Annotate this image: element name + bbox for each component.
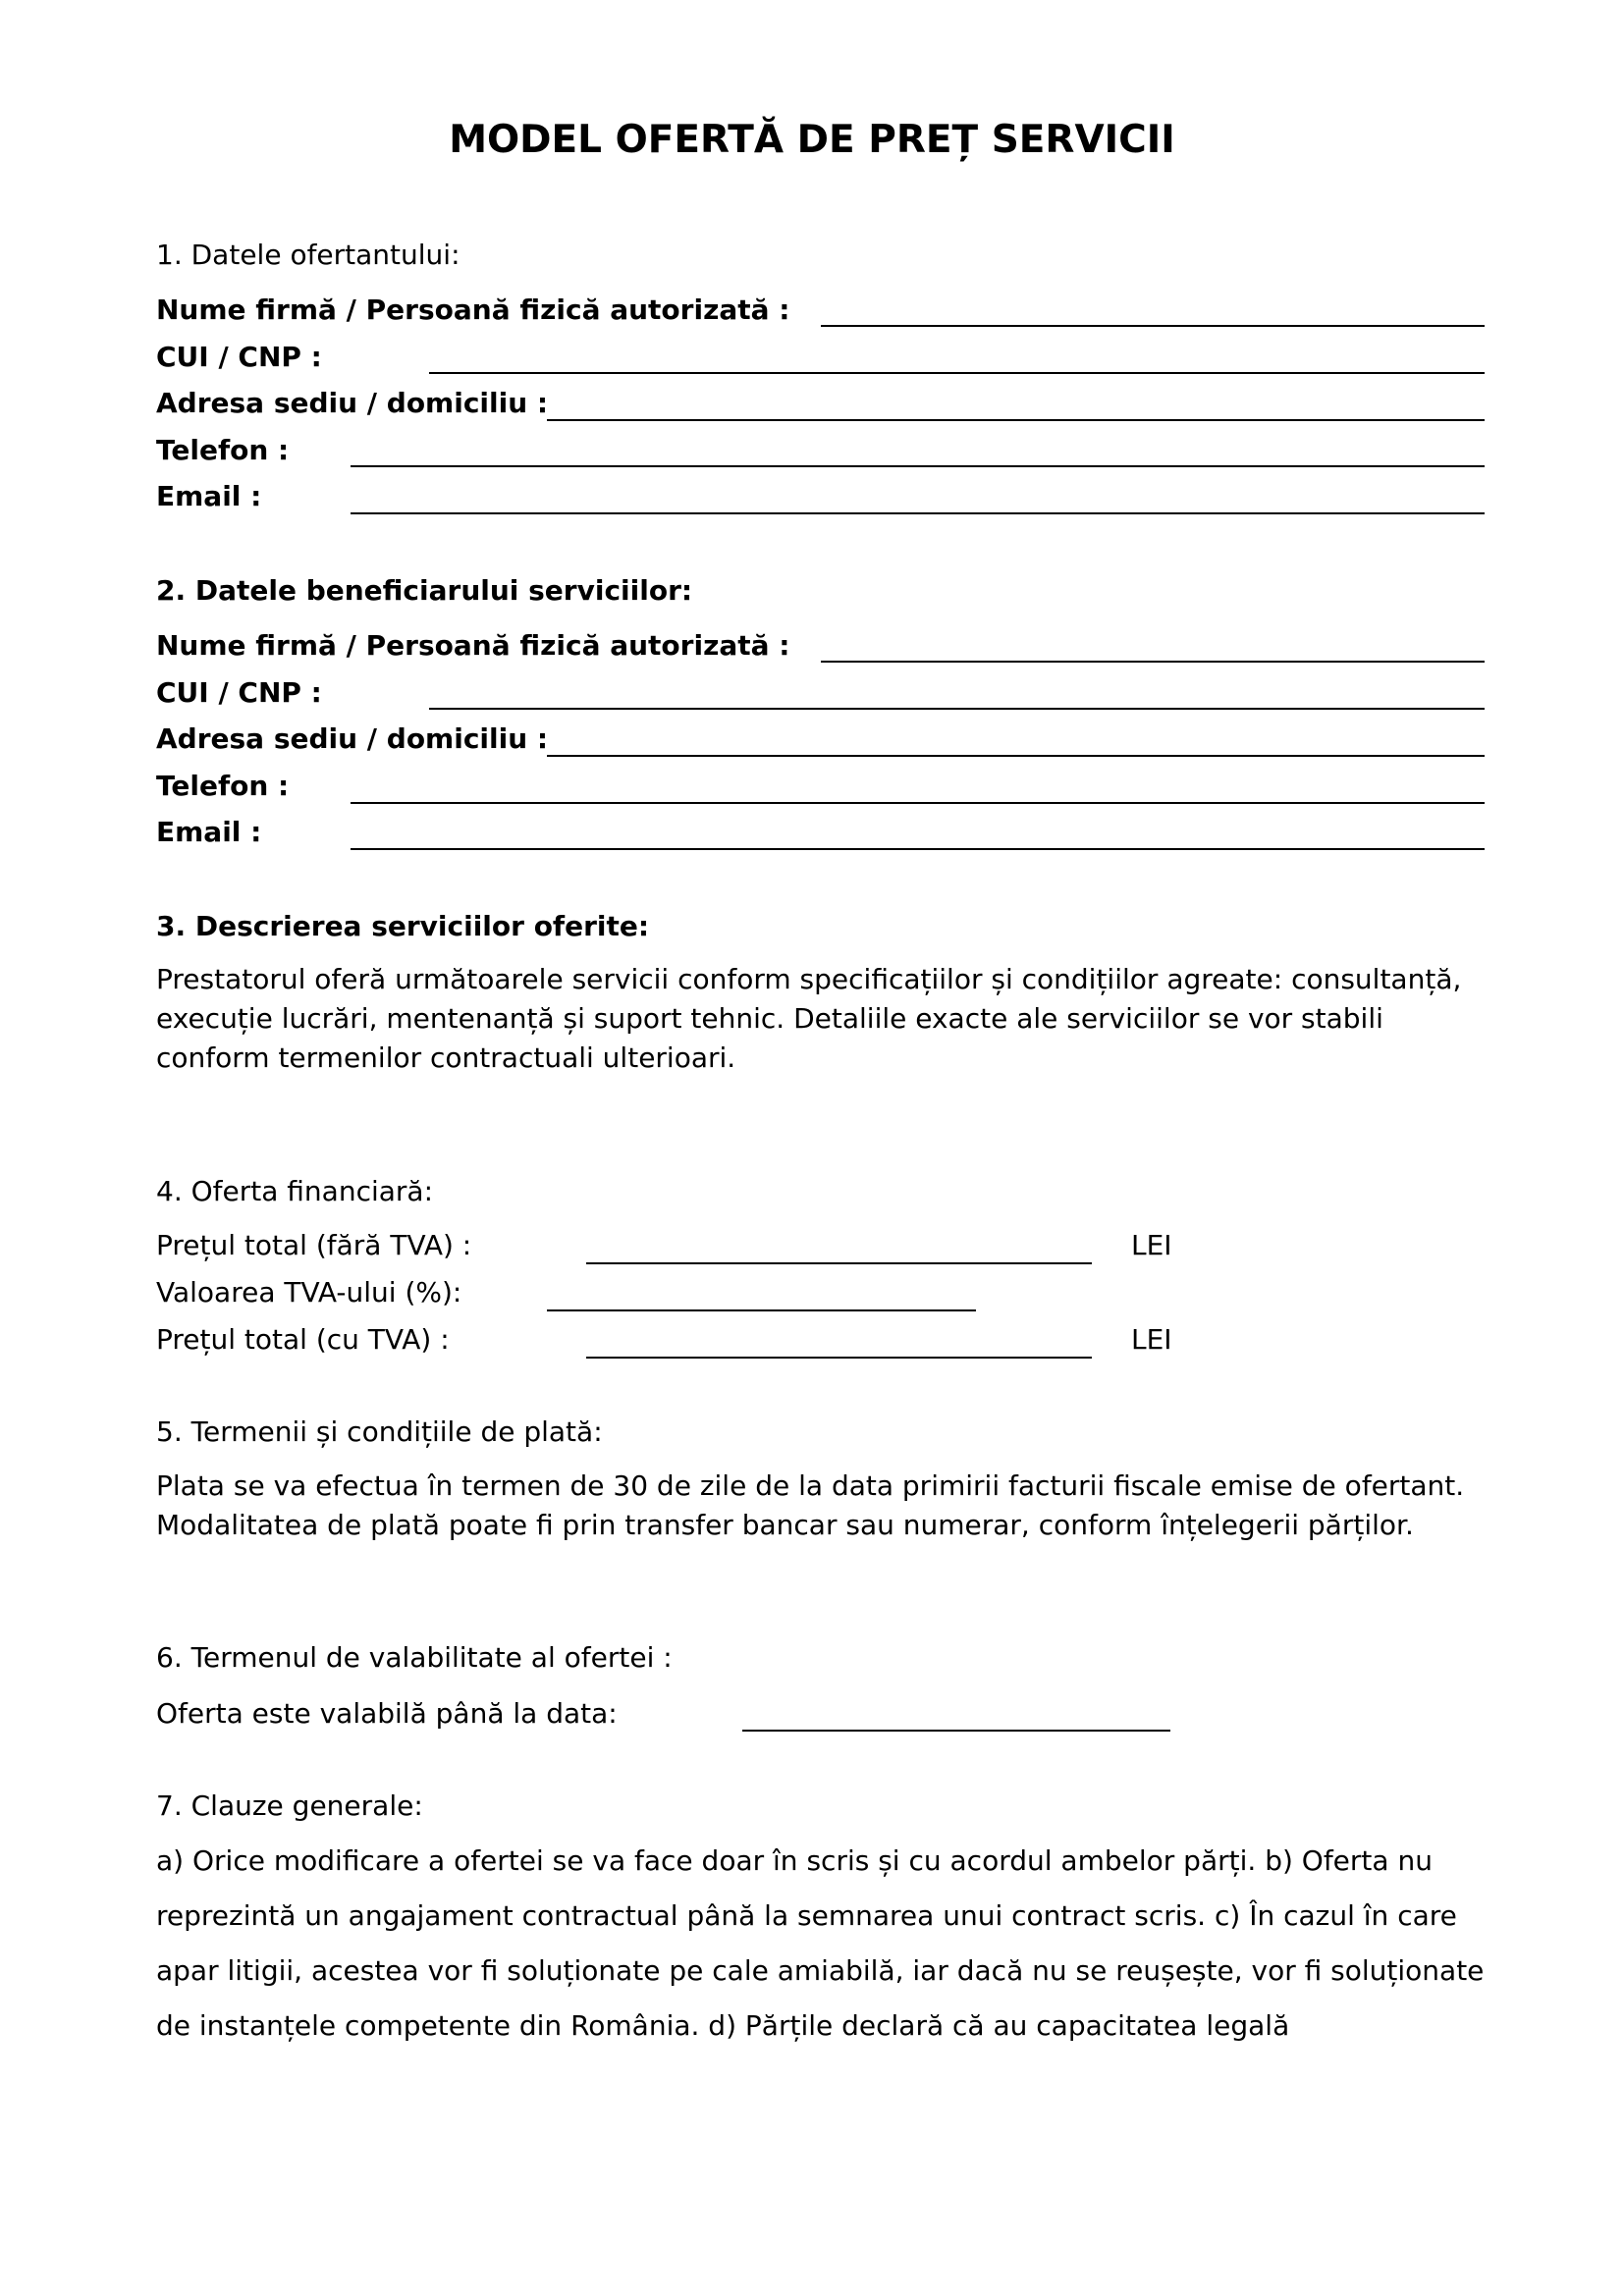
price-no-vat-currency: LEI — [1131, 1229, 1172, 1261]
beneficiary-address-label: Adresa sediu / domiciliu : — [156, 722, 549, 755]
vat-value-label: Valoarea TVA-ului (%): — [156, 1276, 462, 1308]
offerer-address-label: Adresa sediu / domiciliu : — [156, 387, 549, 419]
price-no-vat-field[interactable] — [586, 1262, 1092, 1264]
section1-heading: 1. Datele ofertantului: — [156, 239, 460, 271]
beneficiary-name-label: Nume firmă / Persoană fizică autorizată : — [156, 629, 790, 662]
document-title: MODEL OFERTĂ DE PREȚ SERVICII — [449, 118, 1175, 162]
price-no-vat-label: Prețul total (fără TVA) : — [156, 1229, 472, 1261]
price-with-vat-label: Prețul total (cu TVA) : — [156, 1323, 450, 1356]
vat-value-field[interactable] — [547, 1309, 976, 1311]
general-clauses-text: a) Orice modificare a ofertei se va face doar în scris și cu acordul ambelor părți. b) Oferta nu reprezintă un angajament contractual până la semnarea unui contract scris. c) În cazul în care apar litigii, acestea vor fi soluționate pe cale amiabilă, iar dacă nu se reușește, vor fi soluționate de instanțele competente din România. d) Părțile declară că au capacitatea legală — [156, 1844, 1485, 2042]
offerer-name-field[interactable] — [821, 325, 1485, 327]
beneficiary-email-field[interactable] — [351, 848, 1485, 850]
services-description: Prestatorul oferă următoarele servicii conform specificațiilor și condițiilor agreate: consultanță, execuție lucrări, mentenanță și suport tehnic. Detaliile exacte ale serviciilor se vor stabili conform termenilor contractuali ulterioari. — [156, 963, 1462, 1074]
section7-heading: 7. Clauze generale: — [156, 1789, 423, 1822]
beneficiary-email-label: Email : — [156, 816, 262, 848]
beneficiary-address-field[interactable] — [547, 755, 1485, 757]
offerer-cui-field[interactable] — [429, 372, 1485, 374]
beneficiary-cui-field[interactable] — [429, 708, 1485, 710]
section5-heading: 5. Termenii și condițiile de plată: — [156, 1415, 603, 1448]
beneficiary-name-field[interactable] — [821, 661, 1485, 663]
offerer-address-field[interactable] — [547, 419, 1485, 421]
offerer-cui-label: CUI / CNP : — [156, 341, 322, 373]
section2-heading: 2. Datele beneficiarului serviciilor: — [156, 574, 693, 607]
price-with-vat-currency: LEI — [1131, 1323, 1172, 1356]
payment-terms-text: Plata se va efectua în termen de 30 de zile de la data primirii facturii fiscale emise de ofertant. Modalitatea de plată poate fi prin transfer bancar sau numerar, conform înțelegerii părților. — [156, 1469, 1465, 1541]
section3-heading: 3. Descrierea serviciilor oferite: — [156, 910, 650, 942]
offerer-email-label: Email : — [156, 480, 262, 512]
offerer-name-label: Nume firmă / Persoană fizică autorizată : — [156, 294, 790, 326]
beneficiary-phone-field[interactable] — [351, 802, 1485, 804]
offerer-email-field[interactable] — [351, 512, 1485, 514]
valid-until-label: Oferta este valabilă până la data: — [156, 1697, 618, 1730]
section4-heading: 4. Oferta financiară: — [156, 1175, 434, 1207]
beneficiary-phone-label: Telefon : — [156, 770, 290, 802]
price-with-vat-field[interactable] — [586, 1357, 1092, 1359]
offerer-phone-label: Telefon : — [156, 434, 290, 466]
section6-heading: 6. Termenul de valabilitate al ofertei : — [156, 1641, 673, 1674]
beneficiary-cui-label: CUI / CNP : — [156, 676, 322, 709]
valid-until-field[interactable] — [742, 1730, 1170, 1732]
offerer-phone-field[interactable] — [351, 465, 1485, 467]
